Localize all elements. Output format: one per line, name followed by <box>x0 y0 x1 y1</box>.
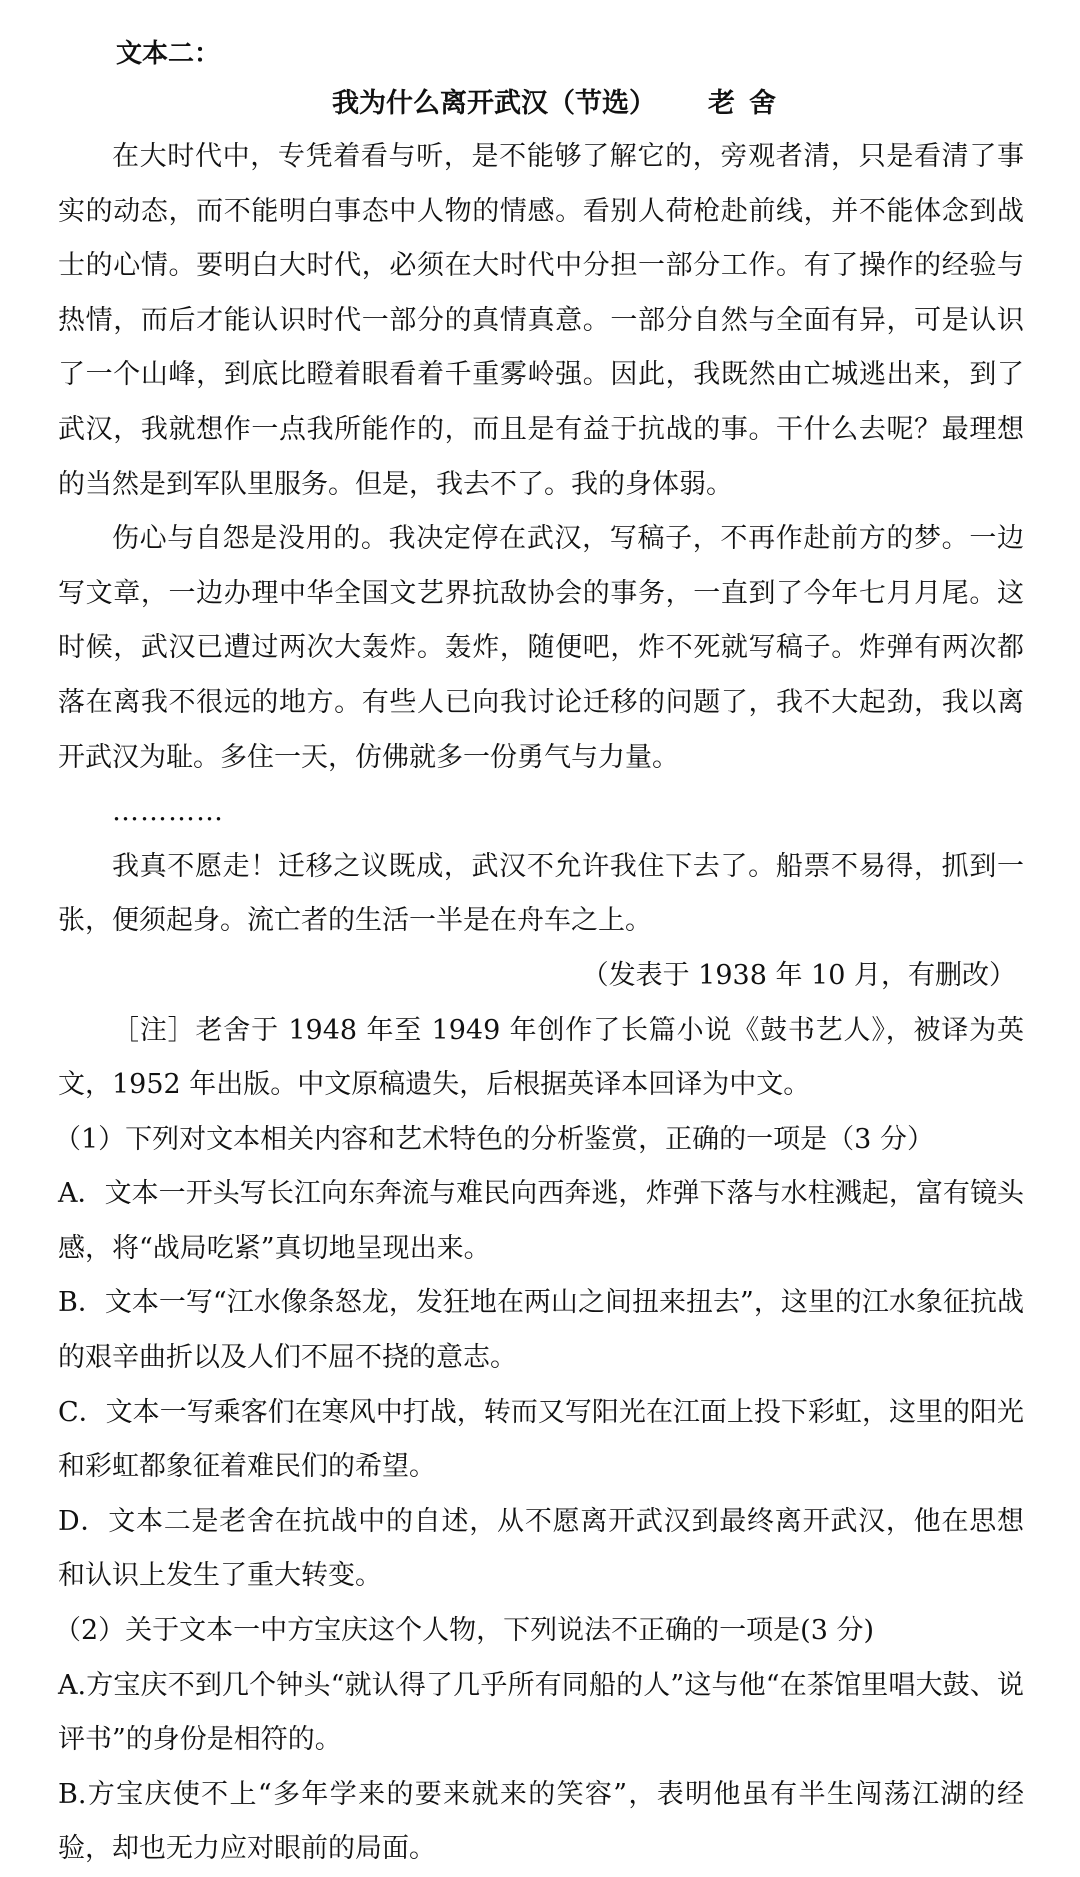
question-1-option-c: C．文本一写乘客们在寒风中打战，转而又写阳光在江面上投下彩虹，这里的阳光和彩虹都象征着难民们的希望。 <box>58 1396 1024 1483</box>
ellipsis-line: ………… <box>112 796 224 828</box>
article-title: 我为什么离开武汉（节选） <box>332 88 656 119</box>
text2-label: 文本二： <box>116 39 221 69</box>
footnote: ［注］老舍于 1948 年至 1949 年创作了长篇小说《鼓书艺人》，被译为英文，1952 年出版。中文原稿遗失，后根据英译本回译为中文。 <box>58 1014 1024 1101</box>
paragraph-1: 在大时代中，专凭着看与听，是不能够了解它的，旁观者清，只是看清了事实的动态，而不能明白事态中人物的情感。看别人荷枪赴前线，并不能体念到战士的心情。要明白大时代，必须在大时代中分担一部分工作。有了操作的经验与热情，而后才能认识时代一部分的真情真意。一部分自然与全面有异，可是认识了一个山峰，到底比瞪着眼看着千重雾岭强。因此，我既然由亡城逃出来，到了武汉，我就想作一点我所能作的，而且是有益于抗战的事。干什么去呢？最理想的当然是到军队里服务。但是，我去不了。我的身体弱。 <box>58 141 1024 500</box>
question-1-option-b: B．文本一写“江水像条怒龙，发狂地在两山之间扭来扭去”，这里的江水象征抗战的艰辛曲折以及人们不屈不挠的意志。 <box>58 1287 1024 1374</box>
question-2-stem: （2）关于文本一中方宝庆这个人物，下列说法不正确的一项是(3 分) <box>54 1615 875 1647</box>
question-1-stem: （1）下列对文本相关内容和艺术特色的分析鉴赏，正确的一项是（3 分） <box>54 1123 934 1155</box>
paragraph-2: 伤心与自怨是没用的。我决定停在武汉，写稿子，不再作赴前方的梦。一边写文章，一边办理中华全国文艺界抗敌协会的事务，一直到了今年七月月尾。这时候，武汉已遭过两次大轰炸。轰炸，随便吧，炸不死就写稿子。炸弹有两次都落在离我不很远的地方。有些人已向我讨论迁移的问题了，我不大起劲，我以离开武汉为耻。多住一天，仿佛就多一份勇气与力量。 <box>58 523 1024 773</box>
document-page <box>54 30 1024 1877</box>
question-2-option-a: A.方宝庆不到几个钟头“就认得了几乎所有同船的人”这与他“在茶馆里唱大鼓、说评书”的身份是相符的。 <box>58 1669 1024 1756</box>
question-1-option-a: A．文本一开头写长江向东奔流与难民向西奔逃，炸弹下落与水柱溅起，富有镜头感，将“战局吃紧”真切地呈现出来。 <box>58 1178 1024 1264</box>
question-1-option-d: D．文本二是老舍在抗战中的自述，从不愿离开武汉到最终离开武汉，他在思想和认识上发生了重大转变。 <box>58 1505 1024 1592</box>
paragraph-3: 我真不愿走！迁移之议既成，武汉不允许我住下去了。船票不易得，抓到一张，便须起身。流亡者的生活一半是在舟车之上。 <box>58 850 1024 937</box>
source-note: （发表于 1938 年 10 月，有删改） <box>581 959 1016 991</box>
question-2 <box>54 1604 1024 1877</box>
question-2-option-b: B.方宝庆使不上“多年学来的要来就来的笑容”，表明他虽有半生闯荡江湖的经验，却也无力应对眼前的局面。 <box>58 1778 1024 1865</box>
article-author: 老舍 <box>708 88 790 119</box>
article-title-row <box>98 78 1024 130</box>
question-1 <box>54 1113 1024 1604</box>
